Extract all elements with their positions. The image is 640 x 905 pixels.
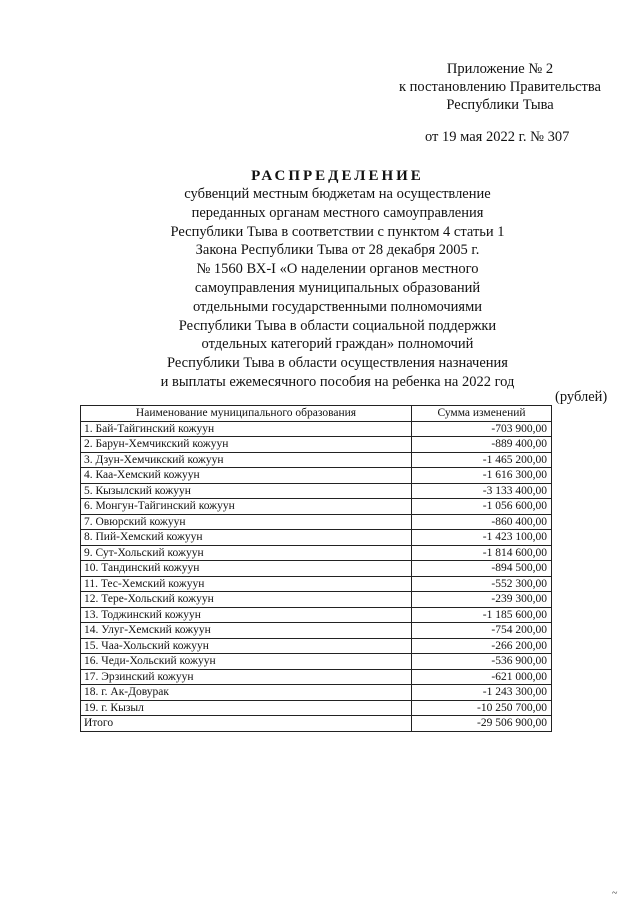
resolution-date: от 19 мая 2022 г. № 307 (425, 129, 570, 145)
table-row (81, 638, 552, 654)
change-amount: -754 200,00 (412, 623, 552, 639)
currency-unit: (рублей) (555, 389, 608, 405)
municipality-name: 18. г. Ак-Довурак (81, 685, 412, 701)
document-subtitle (0, 185, 640, 392)
municipality-name: 15. Чаа-Хольский кожуун (81, 638, 412, 654)
municipality-name: 1. Бай-Тайгинский кожуун (81, 421, 412, 437)
table-row (81, 700, 552, 716)
table-body (81, 421, 552, 731)
table-row (81, 452, 552, 468)
change-amount: -10 250 700,00 (412, 700, 552, 716)
municipality-name: 6. Монгун-Тайгинский кожуун (81, 499, 412, 515)
subtitle-line: Республики Тыва в области осуществления назначения (167, 355, 508, 372)
subtitle-line: Закона Республики Тыва от 28 декабря 2005 г. (195, 242, 480, 259)
distribution-table (80, 405, 552, 732)
subtitle-line: отдельными государственными полномочиями (192, 298, 483, 315)
municipality-name: 11. Тес-Хемский кожуун (81, 576, 412, 592)
change-amount: -1 243 300,00 (412, 685, 552, 701)
appendix-line: Республики Тыва (446, 97, 554, 113)
change-amount: -1 056 600,00 (412, 499, 552, 515)
subtitle-line: Республики Тыва в соответствии с пунктом 4 статьи 1 (170, 223, 505, 240)
municipality-name: 4. Каа-Хемский кожуун (81, 468, 412, 484)
column-header-name: Наименование муниципального образования (81, 406, 412, 422)
table-row (81, 499, 552, 515)
subtitle-line: № 1560 ВХ-I «О наделении органов местного (196, 261, 479, 278)
table-row (81, 685, 552, 701)
table-row (81, 607, 552, 623)
municipality-name: 19. г. Кызыл (81, 700, 412, 716)
table-row (81, 592, 552, 608)
change-amount: -860 400,00 (412, 514, 552, 530)
table-row (81, 437, 552, 453)
subtitle-line: переданных органам местного самоуправления (191, 204, 484, 221)
table-row (81, 530, 552, 546)
table-row (81, 514, 552, 530)
municipality-name: 17. Эрзинский кожуун (81, 669, 412, 685)
municipality-name: 14. Улуг-Хемский кожуун (81, 623, 412, 639)
table-total-row (81, 716, 552, 732)
municipality-name: 5. Кызылский кожуун (81, 483, 412, 499)
change-amount: -239 300,00 (412, 592, 552, 608)
change-amount: -703 900,00 (412, 421, 552, 437)
municipality-name: 13. Тоджинский кожуун (81, 607, 412, 623)
change-amount: -1 185 600,00 (412, 607, 552, 623)
table-row (81, 623, 552, 639)
appendix-line: к постановлению Правительства (399, 79, 601, 95)
municipality-name: 10. Тандинский кожуун (81, 561, 412, 577)
municipality-name: 3. Дзун-Хемчикский кожуун (81, 452, 412, 468)
appendix-block (380, 60, 620, 114)
change-amount: -536 900,00 (412, 654, 552, 670)
appendix-line: Приложение № 2 (446, 61, 554, 77)
table-row (81, 561, 552, 577)
table-row (81, 421, 552, 437)
document-title: РАСПРЕДЕЛЕНИЕ (251, 168, 424, 184)
municipality-name: 8. Пий-Хемский кожуун (81, 530, 412, 546)
change-amount: -1 423 100,00 (412, 530, 552, 546)
change-amount: -1 465 200,00 (412, 452, 552, 468)
change-amount: -894 500,00 (412, 561, 552, 577)
change-amount: -3 133 400,00 (412, 483, 552, 499)
table-row (81, 669, 552, 685)
change-amount: -1 616 300,00 (412, 468, 552, 484)
change-amount: -29 506 900,00 (412, 716, 552, 732)
change-amount: -1 814 600,00 (412, 545, 552, 561)
municipality-name: 12. Тере-Хольский кожуун (81, 592, 412, 608)
change-amount: -621 000,00 (412, 669, 552, 685)
table-row (81, 468, 552, 484)
change-amount: -266 200,00 (412, 638, 552, 654)
municipality-name: 16. Чеди-Хольский кожуун (81, 654, 412, 670)
municipality-name: 2. Барун-Хемчикский кожуун (81, 437, 412, 453)
subtitle-line: и выплаты ежемесячного пособия на ребенка на 2022 год (160, 373, 515, 390)
municipality-name: 7. Овюрский кожуун (81, 514, 412, 530)
table-header-row (81, 406, 552, 422)
subtitle-line: Республики Тыва в области социальной поддержки (178, 317, 497, 334)
municipality-name: Итого (81, 716, 412, 732)
table-row (81, 545, 552, 561)
scan-mark: ~ (612, 888, 618, 899)
municipality-name: 9. Сут-Хольский кожуун (81, 545, 412, 561)
subtitle-line: самоуправления муниципальных образований (194, 279, 481, 296)
table-row (81, 483, 552, 499)
subtitle-line: субвенций местным бюджетам на осуществление (184, 186, 491, 202)
change-amount: -889 400,00 (412, 437, 552, 453)
table-row (81, 576, 552, 592)
change-amount: -552 300,00 (412, 576, 552, 592)
subtitle-line: отдельных категорий граждан» полномочий (201, 336, 474, 353)
column-header-sum: Сумма изменений (412, 406, 552, 422)
table-row (81, 654, 552, 670)
